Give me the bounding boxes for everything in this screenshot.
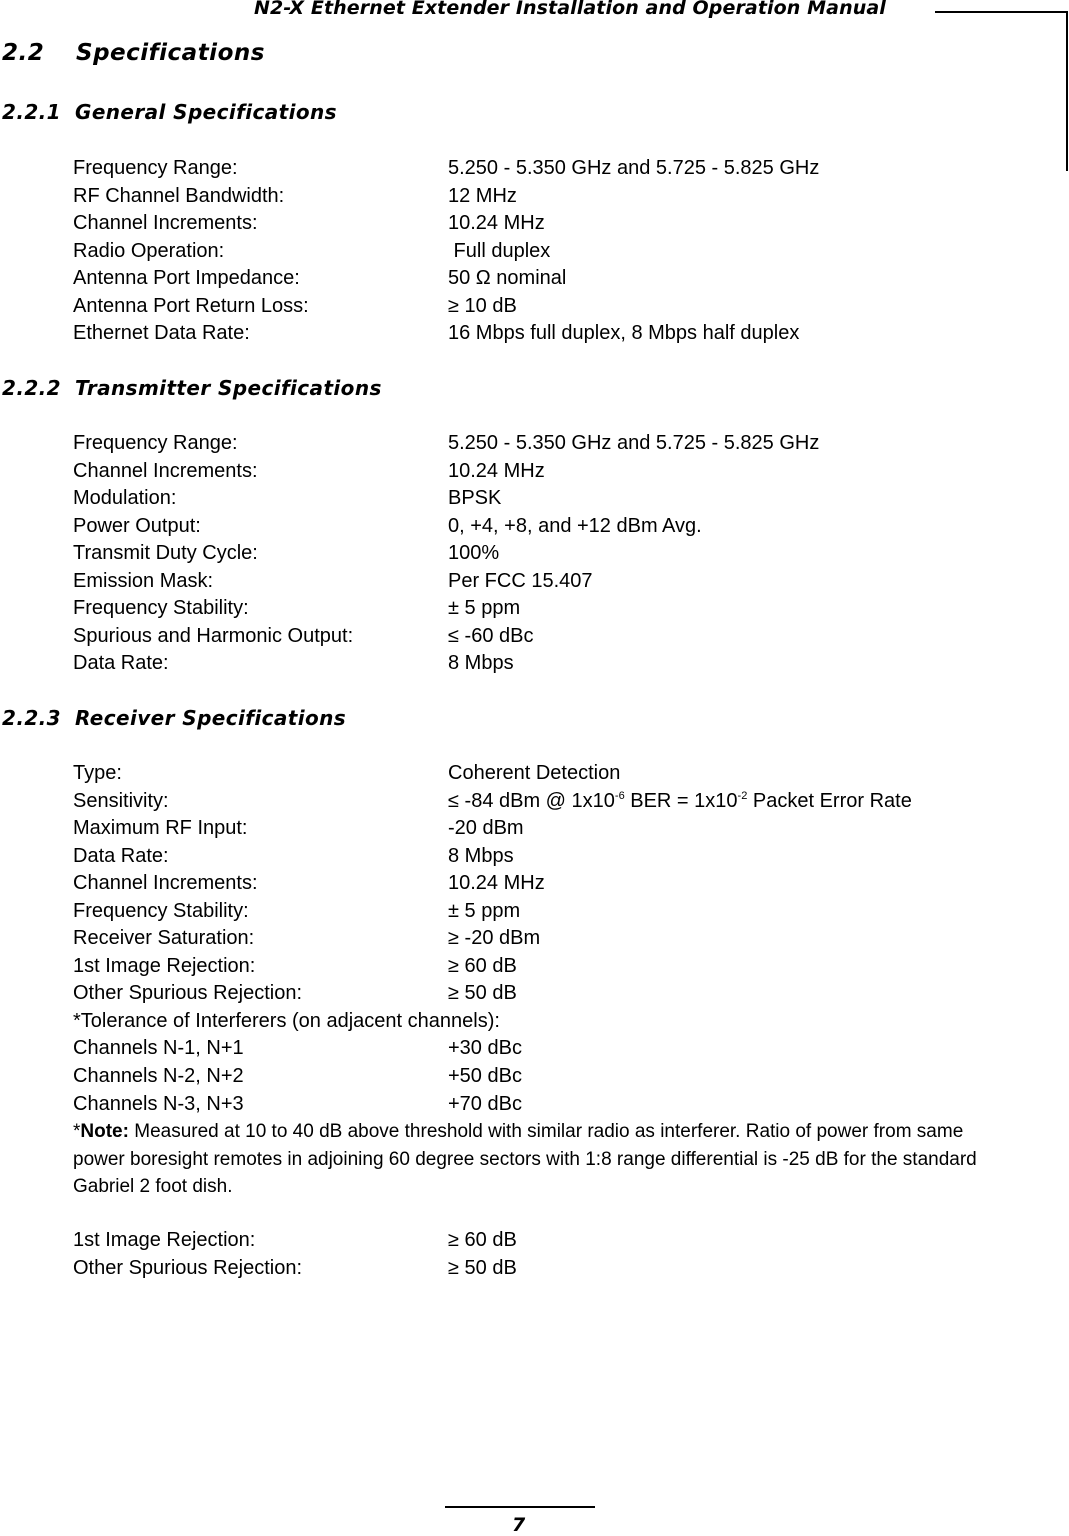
spec-value: ≤ -60 dBc	[448, 624, 534, 647]
spec-row	[73, 650, 1033, 678]
spec-value: 10.24 MHz	[448, 212, 545, 235]
spec-value: 5.250 - 5.350 GHz and 5.725 - 5.825 GHz	[448, 432, 820, 454]
spec-label: Other Spurious Rejection:	[73, 1256, 303, 1279]
sensitivity-part: Packet Error Rate	[747, 789, 912, 812]
spec-value: 8 Mbps	[448, 844, 514, 867]
spec-label: Transmit Duty Cycle:	[73, 542, 258, 565]
note-paragraph	[73, 1118, 1013, 1201]
spec-label: Sensitivity:	[73, 789, 169, 812]
spec-label: Channels N-3, N+3	[73, 1092, 244, 1115]
spec-label: Channels N-2, N+2	[73, 1065, 244, 1088]
spec-row	[73, 1255, 1033, 1283]
general-spec-list	[73, 155, 1033, 348]
sensitivity-part: BER = 1x10	[624, 789, 738, 812]
spec-row	[73, 843, 1033, 871]
header-title: N2-X Ethernet Extender Installation and Operation Manual	[254, 0, 886, 19]
header-rule	[935, 11, 1067, 13]
spec-label: 1st Image Rejection:	[73, 954, 256, 977]
spec-value: Full duplex	[448, 239, 551, 262]
tolerance-heading	[73, 1008, 1033, 1036]
spec-row	[73, 925, 1033, 953]
spec-label: Frequency Range:	[73, 157, 238, 179]
spec-row	[73, 980, 1033, 1008]
sensitivity-part: ≤ -84 dBm @ 1x10	[448, 789, 615, 812]
spec-label: Channel Increments:	[73, 459, 258, 482]
receiver-extra-spec-list	[73, 1227, 1033, 1282]
header-vertical-rule	[1066, 11, 1068, 171]
spec-value: ± 5 ppm	[448, 899, 521, 922]
spec-row	[73, 320, 1033, 348]
spec-value: ≥ -20 dBm	[448, 927, 541, 950]
spec-row	[73, 568, 1033, 596]
spec-value: 0, +4, +8, and +12 dBm Avg.	[448, 514, 702, 537]
spec-row	[73, 540, 1033, 568]
receiver-heading	[2, 706, 346, 730]
spec-row	[73, 430, 1033, 458]
sensitivity-exponent: -2	[737, 789, 748, 802]
spec-label: Channels N-1, N+1	[73, 1037, 244, 1060]
transmitter-number: 2.2.2	[2, 376, 61, 400]
footer-rule	[445, 1506, 595, 1508]
spec-label: Power Output:	[73, 514, 201, 537]
tolerance-row	[73, 1063, 1033, 1091]
spec-value: ≥ 10 dB	[448, 294, 517, 317]
spec-row	[73, 485, 1033, 513]
spec-value: ± 5 ppm	[448, 597, 521, 620]
spec-value: 10.24 MHz	[448, 872, 545, 895]
note-prefix: *	[73, 1121, 81, 1143]
page-number: 7	[512, 1514, 526, 1536]
spec-label: Maximum RF Input:	[73, 817, 248, 840]
spec-value: 100%	[448, 542, 500, 565]
section-number: 2.2	[2, 40, 45, 66]
spec-row	[73, 513, 1033, 541]
spec-row-sensitivity	[73, 788, 1033, 816]
spec-label: Other Spurious Rejection:	[73, 982, 303, 1005]
spec-value: Per FCC 15.407	[448, 569, 593, 592]
spec-value: BPSK	[448, 487, 502, 510]
section-heading	[2, 40, 265, 66]
spec-row	[73, 183, 1033, 211]
transmitter-heading	[2, 376, 382, 400]
spec-label: Ethernet Data Rate:	[73, 322, 250, 345]
receiver-number: 2.2.3	[2, 706, 61, 730]
spec-row	[73, 870, 1033, 898]
spec-label: Antenna Port Impedance:	[73, 267, 300, 290]
spec-row	[73, 623, 1033, 651]
note-label: Note:	[80, 1121, 129, 1143]
spec-value: 16 Mbps full duplex, 8 Mbps half duplex	[448, 322, 800, 345]
spec-value: -20 dBm	[448, 817, 524, 840]
spec-label: Emission Mask:	[73, 569, 214, 592]
tolerance-row	[73, 1091, 1033, 1119]
spec-row	[73, 815, 1033, 843]
spec-value: Coherent Detection	[448, 762, 621, 784]
transmitter-spec-list	[73, 430, 1033, 678]
spec-value: ≥ 50 dB	[448, 1256, 517, 1279]
section-title: Specifications	[76, 40, 265, 66]
spec-label: Antenna Port Return Loss:	[73, 294, 309, 317]
spec-row	[73, 238, 1033, 266]
spec-value: 8 Mbps	[448, 652, 514, 675]
spec-row	[73, 760, 1033, 788]
spec-label: Frequency Stability:	[73, 899, 249, 922]
tolerance-row	[73, 1035, 1033, 1063]
spec-row	[73, 458, 1033, 486]
spec-label: Radio Operation:	[73, 239, 225, 262]
spec-value: +70 dBc	[448, 1092, 522, 1115]
spec-label: Type:	[73, 762, 122, 784]
spec-label: Frequency Range:	[73, 432, 238, 454]
spec-row	[73, 953, 1033, 981]
spec-label: Spurious and Harmonic Output:	[73, 624, 354, 647]
spec-value: ≥ 60 dB	[448, 1229, 517, 1251]
spec-row	[73, 1227, 1033, 1255]
spec-row	[73, 265, 1033, 293]
spec-value: ≥ 50 dB	[448, 982, 517, 1005]
receiver-spec-list	[73, 760, 1033, 1201]
general-number: 2.2.1	[2, 100, 61, 124]
spec-value-sensitivity	[448, 788, 912, 816]
spec-label: Channel Increments:	[73, 212, 258, 235]
general-heading	[2, 100, 337, 124]
spec-value: 12 MHz	[448, 184, 517, 207]
spec-row	[73, 898, 1033, 926]
general-title: General Specifications	[75, 100, 337, 124]
spec-label: Channel Increments:	[73, 872, 258, 895]
spec-label: Data Rate:	[73, 844, 169, 867]
spec-row	[73, 293, 1033, 321]
sensitivity-exponent: -6	[614, 789, 625, 802]
spec-row	[73, 595, 1033, 623]
spec-value: ≥ 60 dB	[448, 954, 517, 977]
spec-label: RF Channel Bandwidth:	[73, 184, 285, 207]
spec-row	[73, 210, 1033, 238]
receiver-title: Receiver Specifications	[75, 706, 347, 730]
spec-label: Frequency Stability:	[73, 597, 249, 620]
spec-label: 1st Image Rejection:	[73, 1229, 256, 1251]
transmitter-title: Transmitter Specifications	[75, 376, 382, 400]
spec-row	[73, 155, 1033, 183]
spec-value: 5.250 - 5.350 GHz and 5.725 - 5.825 GHz	[448, 157, 820, 179]
spec-label: Receiver Saturation:	[73, 927, 255, 950]
spec-label: Modulation:	[73, 487, 177, 510]
note-text: Measured at 10 to 40 dB above threshold with similar radio as interferer. Ratio of power from same power boresight remotes in adjoining 60 degree sectors with 1:8 range differential is -25 dB for the standard Gabriel 2 foot dish.	[73, 1121, 977, 1198]
spec-label: Data Rate:	[73, 652, 169, 675]
spec-value: 10.24 MHz	[448, 459, 545, 482]
tolerance-heading-text: *Tolerance of Interferers (on adjacent channels):	[73, 1009, 500, 1032]
spec-value: +50 dBc	[448, 1065, 522, 1088]
spec-value: 50 Ω nominal	[448, 267, 567, 290]
spec-value: +30 dBc	[448, 1037, 522, 1060]
